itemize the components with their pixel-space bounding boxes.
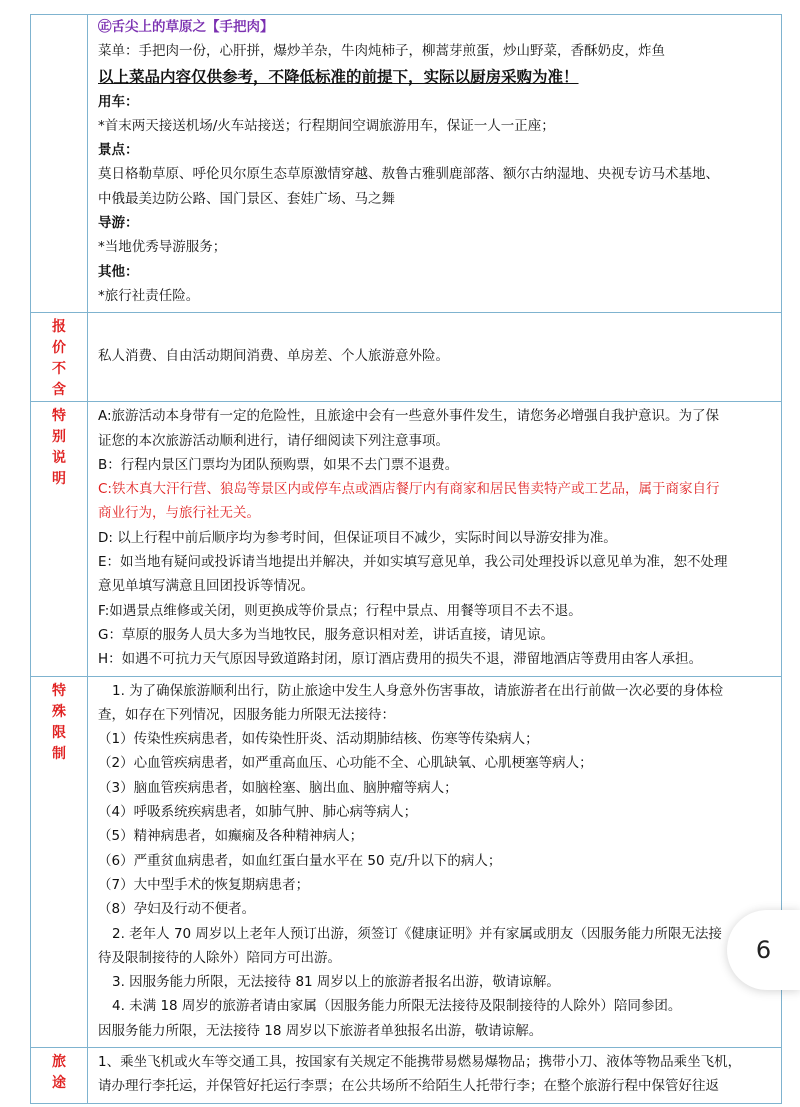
note-e-2: 意见单填写满意且回团投诉等情况。 [98, 578, 314, 595]
row-restrictions [31, 676, 782, 1047]
restriction-1a: 1. 为了确保旅游顺利出行，防止旅途中发生人身意外伤害事故，请旅游者在出行前做一次必要的身体检 [112, 682, 724, 699]
row-included [31, 15, 782, 313]
travel-label: 旅 途 [31, 1047, 88, 1103]
travel-line-1: 1、乘坐飞机或火车等交通工具，按国家有关规定不能携带易燃易爆物品；携带小刀、液体等物品乘坐飞机， [98, 1053, 742, 1070]
note-g: G：草原的服务人员大多为当地牧民，服务意识相对差，讲话直接，请见谅。 [98, 626, 554, 643]
row-special-notes [31, 402, 782, 676]
restriction-item-7: （7）大中型手术的恢复期病患者； [98, 876, 310, 893]
row-excluded [31, 313, 782, 402]
special-notes-content [88, 402, 782, 676]
excluded-content [88, 313, 782, 402]
restriction-item-2: （2）心血管疾病患者，如严重高血压、心功能不全、心肌缺氧、心肌梗塞等病人； [98, 755, 593, 772]
spot-text-2: 中俄最美边防公路、国门景区、套娃广场、马之舞 [98, 190, 395, 207]
restriction-item-4: （4）呼吸系统疾病患者，如肺气肿、肺心病等病人； [98, 804, 418, 821]
note-f: F:如遇景点维修或关闭，则更换成等价景点；行程中景点、用餐等项目不去不退。 [98, 602, 582, 619]
restriction-1b: 查，如存在下列情况，因服务能力所限无法接待： [98, 706, 395, 723]
note-b: B：行程内景区门票均为团队预购票，如果不去门票不退费。 [98, 456, 459, 473]
note-e-1: E：如当地有疑问或投诉请当地提出并解决，并如实填写意见单，我公司处理投诉以意见单为准，恕不处理 [98, 554, 728, 571]
excluded-text: 私人消费、自由活动期间消费、单房差、个人旅游意外险。 [98, 348, 449, 365]
travel-line-2: 请办理行李托运，并保管好托运行李票；在公共场所不给陌生人托带行李；在整个旅游行程中保管好往返 [98, 1078, 719, 1095]
note-a-1: A:旅游活动本身带有一定的危险性，且旅途中会有一些意外事件发生，请您务必增强自我护意识。为了保 [98, 408, 720, 425]
restrictions-content [88, 676, 782, 1047]
note-a-2: 证您的本次旅游活动顺利进行，请仔细阅读下列注意事项。 [98, 432, 449, 449]
note-c-1: C:铁木真大汗行营、狼岛等景区内或停车点或酒店餐厅内有商家和居民售卖特产或工艺品，属于商家自行 [98, 481, 720, 498]
special-notes-label: 特 别 说 明 [31, 402, 88, 676]
guide-text: *当地优秀导游服务； [98, 239, 227, 256]
page-number-badge[interactable]: 6 [727, 910, 800, 990]
spot-heading: 景点： [98, 142, 139, 159]
restriction-item-5: （5）精神病患者，如癫痫及各种精神病人； [98, 828, 364, 845]
menu-text: 菜单：手把肉一份，心肝拼，爆炒羊杂，牛肉炖柿子，柳蒿芽煎蛋，炒山野菜，香酥奶皮，炸鱼 [98, 43, 665, 60]
itinerary-table [30, 14, 782, 1104]
restriction-2a: 2. 老年人 70 周岁以上老年人预订出游，须签订《健康证明》并有家属或朋友（因服务能力所限无法接 [112, 925, 722, 942]
restriction-2b: 待及限制接待的人除外）陪同方可出游。 [98, 949, 341, 966]
restriction-item-3: （3）脑血管疾病患者，如脑栓塞、脑出血、脑肿瘤等病人； [98, 779, 458, 796]
travel-content [88, 1047, 782, 1103]
restriction-3: 3. 因服务能力所限，无法接待 81 周岁以上的旅游者报名出游，敬请谅解。 [112, 974, 560, 991]
restriction-item-6: （6）严重贫血病患者，如血红蛋白量水平在 50 克/升以下的病人； [98, 852, 502, 869]
included-content [88, 15, 782, 313]
restriction-4: 4. 未满 18 周岁的旅游者请由家属（因服务能力所限无法接待及限制接待的人除外）陪同参团。 [112, 998, 682, 1015]
note-c-2: 商业行为，与旅行社无关。 [98, 505, 260, 522]
guide-heading: 导游： [98, 215, 139, 232]
restriction-item-8: （8）孕妇及行动不便者。 [98, 901, 256, 918]
restrictions-label: 特 殊 限 制 [31, 676, 88, 1047]
row-label-empty [31, 15, 88, 313]
other-text: *旅行社责任险。 [98, 287, 200, 304]
car-text: *首末两天接送机场/火车站接送；行程期间空调旅游用车，保证一人一正座； [98, 117, 555, 134]
restriction-item-1: （1）传染性疾病患者，如传染性肝炎、活动期肺结核、伤寒等传染病人； [98, 731, 539, 748]
other-heading: 其他： [98, 263, 139, 280]
menu-title: ㊣舌尖上的草原之【手把肉】 [98, 19, 274, 35]
excluded-label: 报 价 不 含 [31, 313, 88, 402]
car-heading: 用车： [98, 93, 139, 110]
menu-note: 以上菜品内容仅供参考，不降低标准的前提下，实际以厨房采购为准！ [98, 67, 579, 86]
row-travel [31, 1047, 782, 1103]
note-h: H：如遇不可抗力天气原因导致道路封闭，原订酒店费用的损失不退，滞留地酒店等费用由客人承担。 [98, 651, 703, 668]
restriction-5: 因服务能力所限，无法接待 18 周岁以下旅游者单独报名出游，敬请谅解。 [98, 1022, 543, 1039]
spot-text-1: 莫日格勒草原、呼伦贝尔原生态草原激情穿越、敖鲁古雅驯鹿部落、额尔古纳湿地、央视专访马术基地、 [98, 166, 719, 183]
note-d: D: 以上行程中前后顺序均为参考时间，但保证项目不减少，实际时间以导游安排为准。 [98, 529, 617, 546]
